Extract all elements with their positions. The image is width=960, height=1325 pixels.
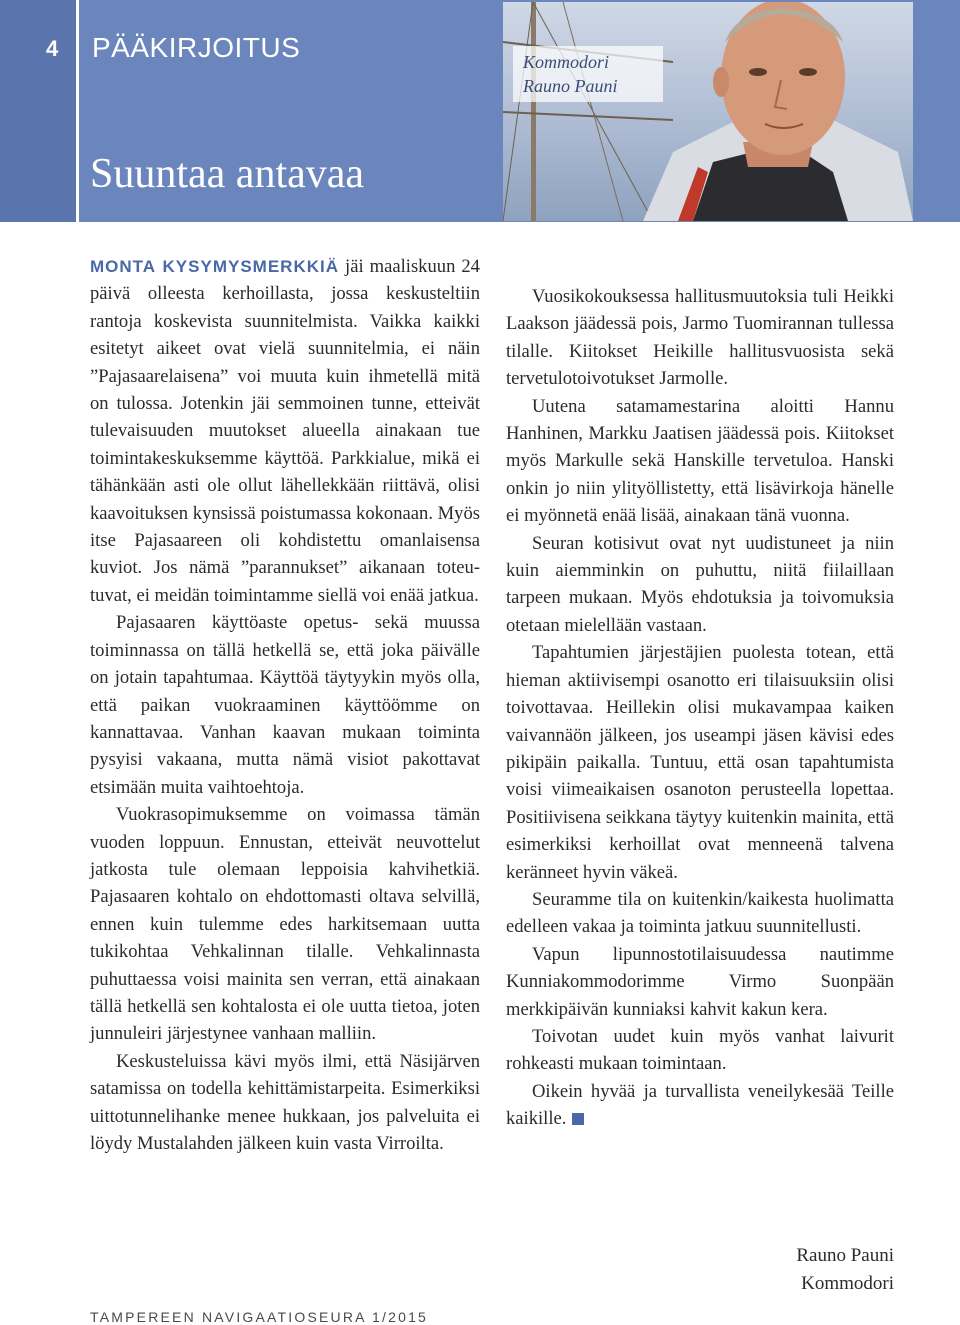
photo-caption	[513, 46, 663, 102]
paragraph: Vuosikokouksessa hallitusmuutoksia tuli Heikki Laakson jäädessä pois, Jarmo Tuomirannan tullessa tilalle. Kiitokset Heikille hallitusvuosista sekä tervetulotoivotukset Jarmolle.	[506, 286, 894, 390]
paragraph: Seuramme tila on kuitenkin/kaikesta huolimatta edelleen vakaa ja toiminta jatkuu suunnitellusti.	[506, 888, 894, 938]
paragraph: Tapahtumien järjestäjien puolesta totean, että hieman aktiivisempi osanotto eri tilaisuuksiin olisi toivottavaa. Heillekin olisi mukavampaa kaiken vaivannäön jälkeen, jos useampi jäsen kävisi edes pikipäin paikalla. Tuntuu, että osan tapahtumista voisi viimeaikaisen osanoton perusteella lopettaa. Positiivisena seikkana täytyy kuitenkin mainita, että esimerkiksi kerhoillat ovat menneenä talvena keränneet hyvin väkeä.	[506, 642, 894, 883]
left-column	[90, 253, 480, 1157]
paragraph: Uutena satamamestarina aloitti Hannu Hanhinen, Markku Jaatisen jäädessä pois. Kiitokset myös Markulle sekä Hanskille tervetuloa. Hanski onkin jo niin ylityöllistetty, että lisävirkoja hänelle ei myönnetä enää lisää, ainakaan tänä vuonna.	[506, 395, 894, 527]
photo-caption-name: Rauno Pauni	[523, 76, 618, 96]
article-title: Suuntaa antavaa	[90, 151, 365, 197]
paragraph-last	[506, 1078, 894, 1133]
photo-caption-title: Kommodori	[523, 52, 610, 72]
paragraph: Seuran kotisivut ovat nyt uudistuneet ja niin kuin aiemminkin on puhuttu, niitä fiilaillaan tarpeen mukaan. Myös ehdotuksia ja toivomuksia otetaan mielellään vastaan.	[506, 532, 894, 636]
right-column	[506, 283, 894, 1133]
paragraph: Toivotan uudet kuin myös vanhat laivurit rohkeasti mukaan toimintaan.	[506, 1025, 894, 1075]
signature-role: Kommodori	[801, 1273, 894, 1294]
paragraph: Keskusteluissa kävi myös ilmi, että Näsijärven satamissa on todella kehittämistarpeita. Esimerkiksi uittotunnelihanke menee hukkaan, jos palveluita ei löydy Mustalahden jälkeen kuin vasta Virroilta.	[90, 1050, 480, 1154]
signature	[796, 1242, 894, 1298]
portrait-photo	[503, 2, 913, 221]
paragraph	[90, 253, 480, 609]
paragraph: Vuokrasopimuksemme on voimassa tämän vuoden loppuun. Ennustan, etteivät neuvottelut jatkosta tule olemaan leppoisia kahvihetkiä. Pajasaaren kohtalo on ehdottomasti oltava selvillä, ennen kuin tulemme edes harkitsemaan uutta tukikohtaa Vehkalinnan tilalle. Vehkalinnasta puhuttaessa voisi mainita sen verran, että ainakaan tällä hetkellä sen kohtalosta ei ole uutta tietoa, joten junnuleiri järjestynee vanhaan malliin.	[90, 804, 480, 1045]
paragraph-text: Oikein hyvää ja turvallista veneilykesää Teille kaikille.	[506, 1080, 894, 1130]
page-number: 4	[46, 36, 59, 61]
page-number-box	[0, 0, 79, 222]
section-label: PÄÄKIRJOITUS	[92, 32, 301, 63]
footer-publication: TAMPEREEN NAVIGAATIOSEURA 1/2015	[90, 1309, 429, 1325]
paragraph: Pajasaaren käyttöaste opetus- sekä muussa toiminnassa on tällä hetkellä se, että joka päivälle on jotain tapahtumaa. Käyttöä täytyykin myös olla, että paikan vuokraaminen käyttöömme on kannattavaa. Vanhan kaavan mukaan toiminta pysyisi vakaana, mutta nämä visiot pakottavat etsimään muita vaihtoehtoja.	[90, 612, 480, 798]
end-mark-icon	[572, 1113, 584, 1125]
signature-name: Rauno Pauni	[796, 1245, 894, 1266]
lead-in: MONTA KYSYMYSMERKKIÄ	[90, 257, 339, 276]
paragraph-text: jäi maaliskuun 24 päivä olleesta kerhoillasta, jossa keskusteltiin rantoja koskevista suunnitelmista. Vaikka kaikki esitetyt aikeet ovat vielä suunnitelmia, ei näin ”Pajasaarelaisena” voi muuta kuin ihmetellä mitä on tulossa. Jotenkin jäi semmoinen tunne, etteivät tulevaisuuden muutokset alueella ainakaan tue toimintakeskuksemme käyttöä. Parkkialue, mikä ei tähänkään asti ole ollut lähellekkään riittävä, olisi kaavoituksen kynsissä poistumassa kokonaan. Myös itse Pajasaareen oli kohdistettu omanlaisensa kuviot. Jos nämä ”parannukset” aikanaan toteutuvat, ei meidän toimintamme siellä voi enää jatkua.	[90, 256, 480, 606]
portrait-photo-icon	[503, 2, 913, 221]
paragraph: Vapun lipunnostotilaisuudessa nautimme Kunniakommodorimme Virmo Suonpään merkkipäivän kunniaksi kahvit kakun kera.	[506, 943, 894, 1020]
header-band	[0, 0, 960, 222]
